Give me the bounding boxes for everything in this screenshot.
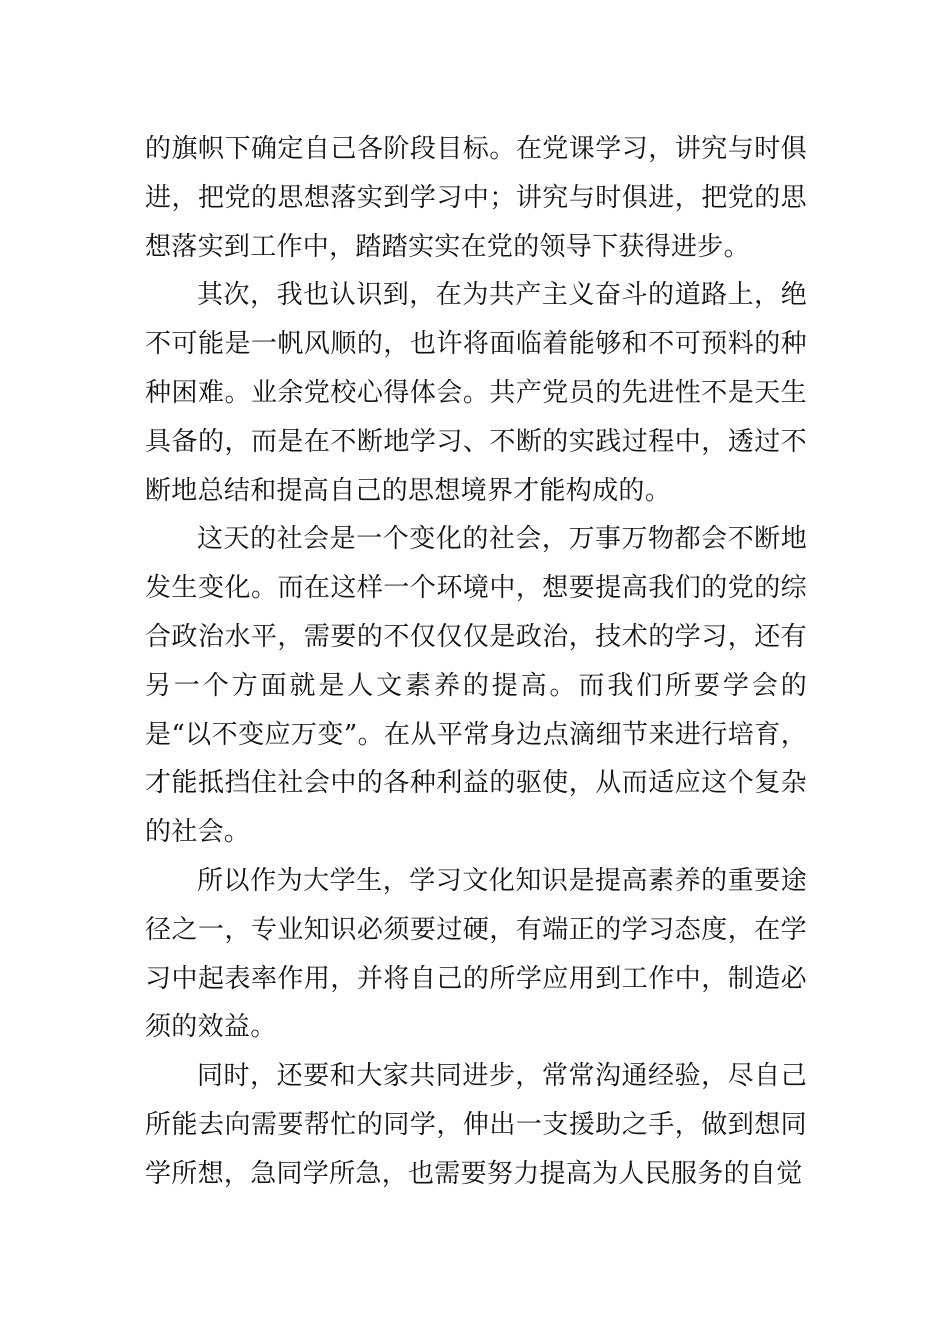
paragraph-4: 所以作为大学生，学习文化知识是提高素养的重要途径之一，专业知识必须要过硬，有端正的学习态度，在学习中起表率作用，并将自己的所学应用到工作中，制造必须的效益。 xyxy=(145,865,807,1043)
paragraph-2: 其次，我也认识到，在为共产主义奋斗的道路上，绝不可能是一帆风顺的，也许将面临着能够和不可预料的种种困难。业余党校心得体会。共产党员的先进性不是天生具备的，而是在不断地学习、不断的实践过程中，透过不断地总结和提高自己的思想境界才能构成的。 xyxy=(145,280,807,506)
paragraph-3: 这天的社会是一个变化的社会，万事万物都会不断地发生变化。而在这样一个环境中，想要提高我们的党的综合政治水平，需要的不仅仅仅是政治，技术的学习，还有另一个方面就是人文素养的提高。而我们所要学会的是“以不变应万变”。在从平常身边点滴细节来进行培育，才能抵挡住社会中的各种利益的驱使，从而适应这个复杂的社会。 xyxy=(145,524,807,848)
document-body xyxy=(145,125,807,1199)
paragraph-1: 的旗帜下确定自己各阶段目标。在党课学习，讲究与时俱进，把党的思想落实到学习中；讲究与时俱进，把党的思想落实到工作中，踏踏实实在党的领导下获得进步。 xyxy=(145,134,807,262)
paragraph-5: 同时，还要和大家共同进步，常常沟通经验，尽自己所能去向需要帮忙的同学，伸出一支援助之手，做到想同学所想，急同学所急，也需要努力提高为人民服务的自觉 xyxy=(145,1061,807,1189)
